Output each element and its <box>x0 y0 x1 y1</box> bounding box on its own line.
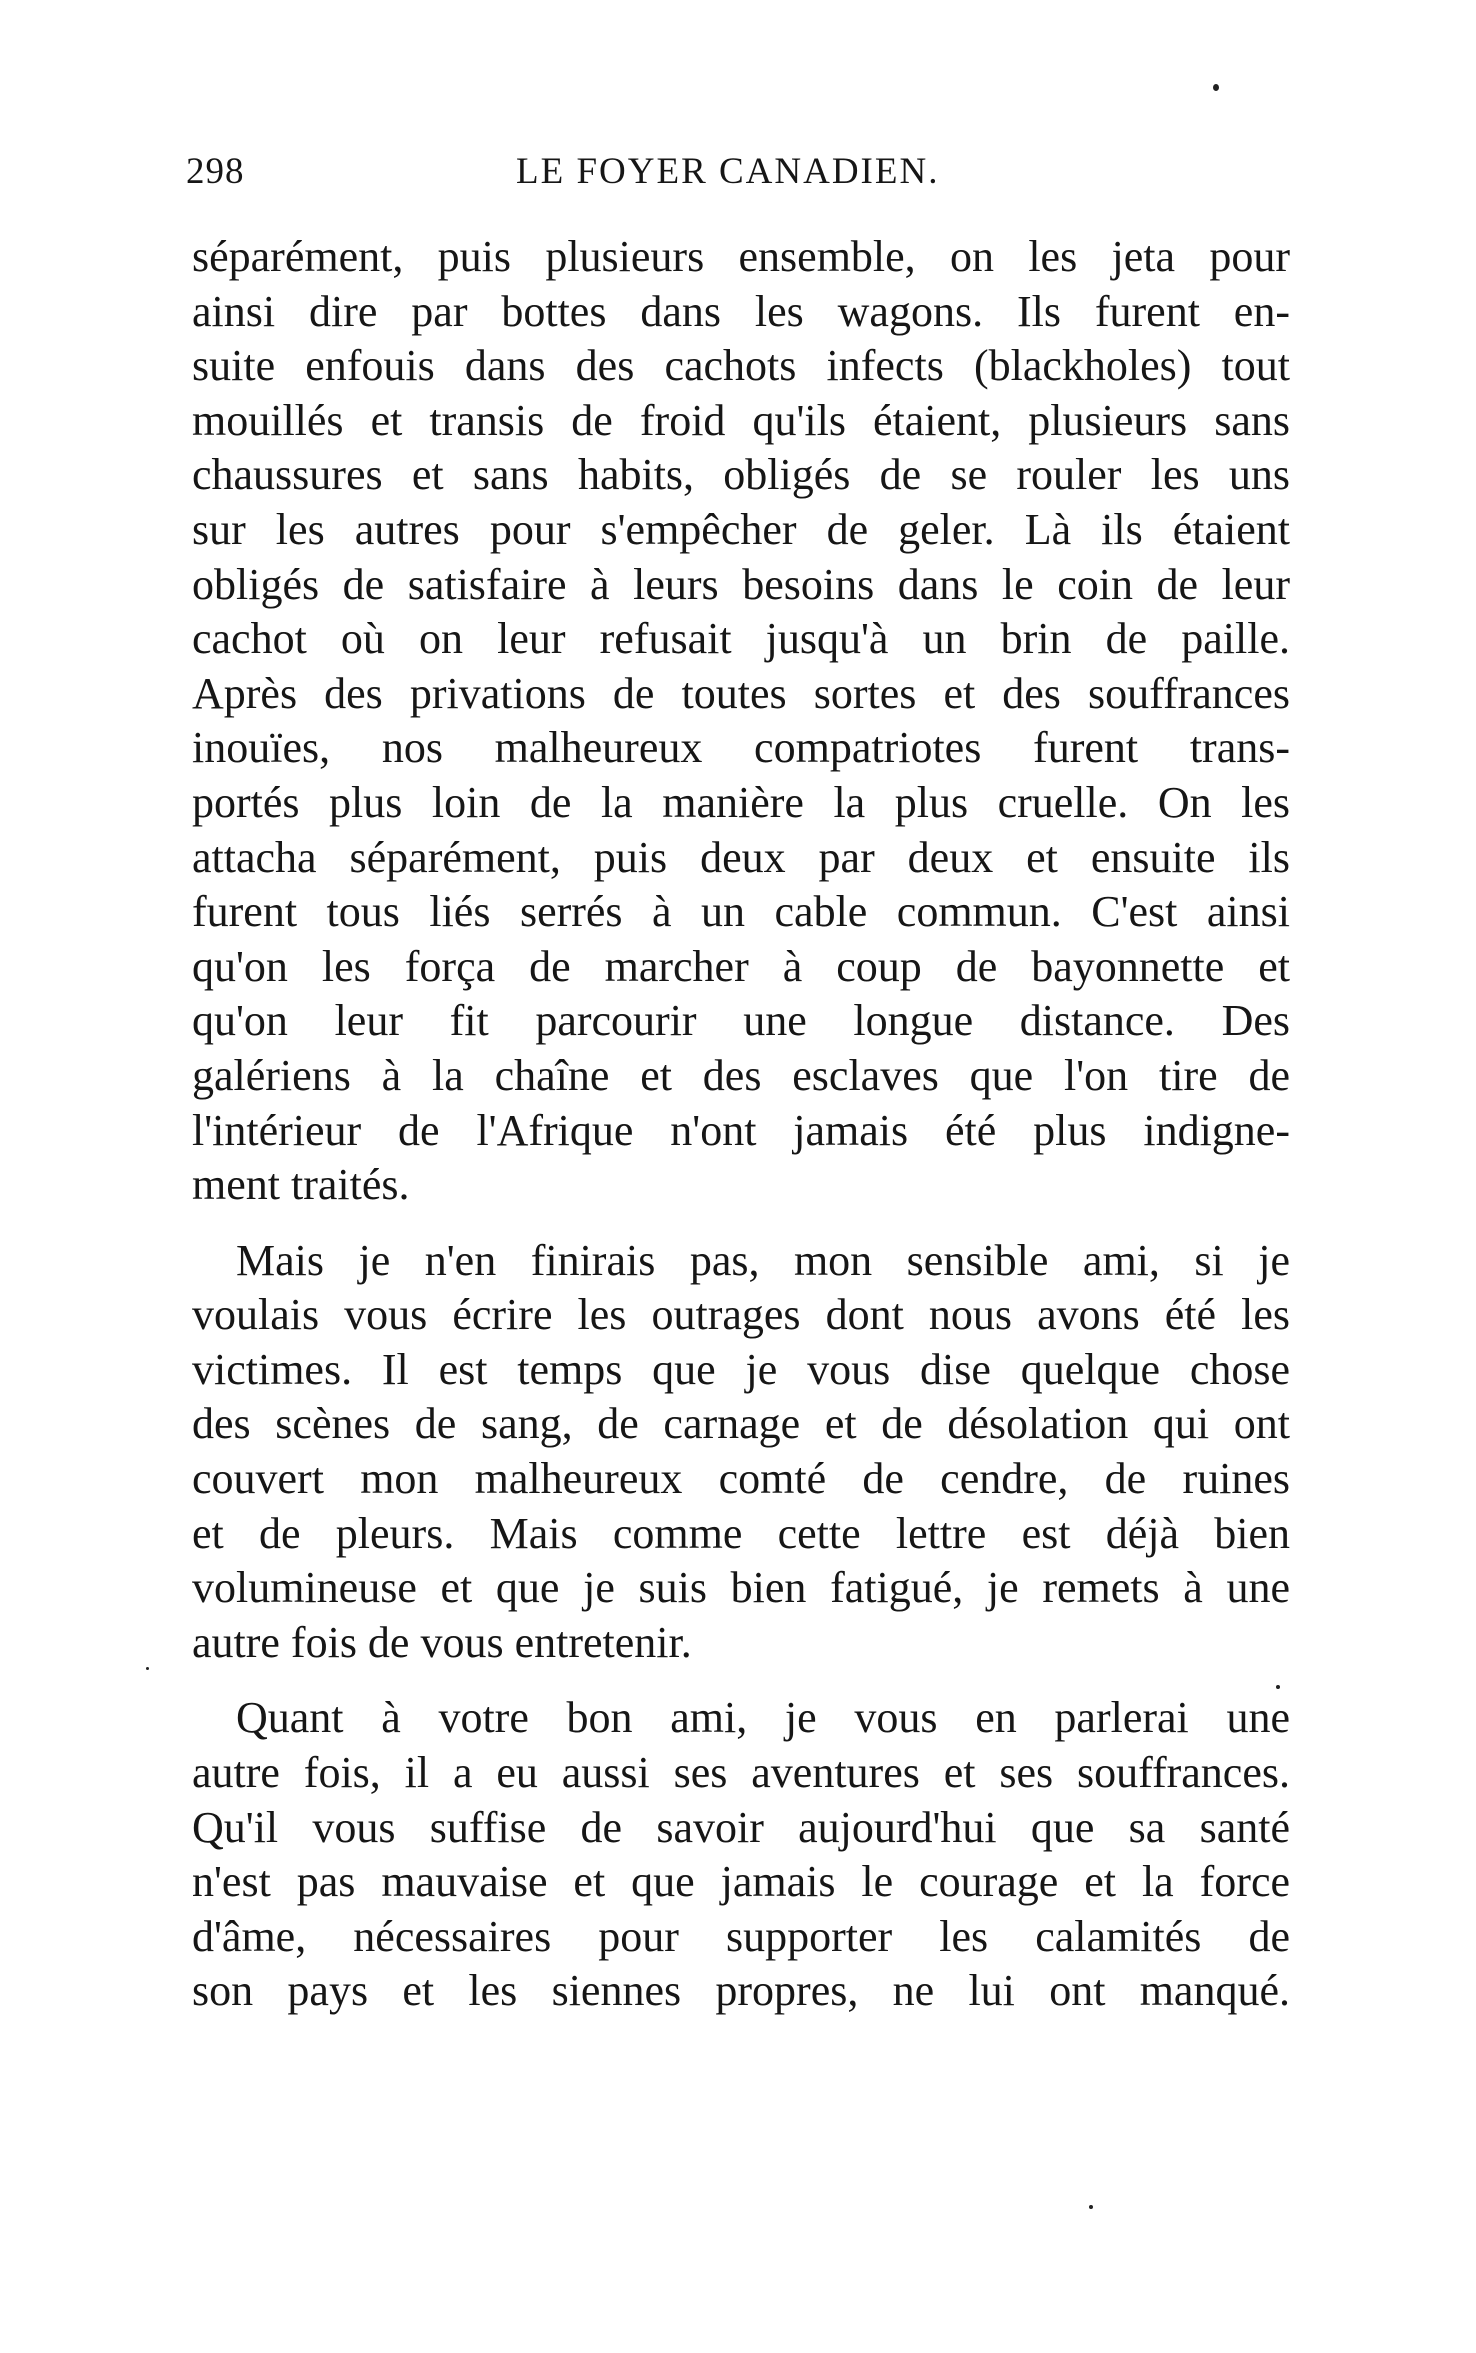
text-line: couvert mon malheureux comté de cendre, de ruines <box>192 1454 1290 1504</box>
text-line: galériens à la chaîne et des esclaves que l'on tire de <box>192 1050 1290 1100</box>
text-line: Qu'il vous suffise de savoir aujourd'hui que sa santé <box>192 1802 1290 1852</box>
text-line: chaussures et sans habits, obligés de se rouler les uns <box>192 450 1290 500</box>
text-line: autre fois de vous entretenir. <box>192 1617 692 1667</box>
text-line: attacha séparément, puis deux par deux et ensuite ils <box>192 832 1290 882</box>
text-line: Mais je n'en finirais pas, mon sensible ami, si je <box>236 1235 1290 1285</box>
text-line: ainsi dire par bottes dans les wagons. Ils furent en- <box>192 286 1290 336</box>
text-line: furent tous liés serrés à un cable commun. C'est ainsi <box>192 887 1290 937</box>
body-text <box>192 230 1290 2019</box>
paragraph-2 <box>192 1234 1290 1671</box>
text-line: et de pleurs. Mais comme cette lettre est déjà bien <box>192 1508 1290 1558</box>
print-speck <box>1089 2205 1093 2209</box>
text-line: ment traités. <box>192 1160 410 1210</box>
text-line: sur les autres pour s'empêcher de geler. Là ils étaient <box>192 504 1290 554</box>
running-title: LE FOYER CANADIEN. <box>516 151 940 192</box>
text-line: Quant à votre bon ami, je vous en parlerai une <box>236 1693 1290 1743</box>
text-line: victimes. Il est temps que je vous dise quelque chose <box>192 1344 1290 1394</box>
text-line: portés plus loin de la manière la plus cruelle. On les <box>192 777 1290 827</box>
paragraph-1 <box>192 230 1290 1213</box>
text-line: mouillés et transis de froid qu'ils étaient, plusieurs sans <box>192 395 1290 445</box>
paragraph-3 <box>192 1691 1290 2019</box>
text-line: n'est pas mauvaise et que jamais le courage et la force <box>192 1857 1290 1907</box>
text-line: volumineuse et que je suis bien fatigué, je remets à une <box>192 1563 1290 1613</box>
text-line: obligés de satisfaire à leurs besoins dans le coin de leur <box>192 559 1290 609</box>
text-line: inouïes, nos malheureux compatriotes furent trans- <box>192 723 1290 773</box>
text-line: des scènes de sang, de carnage et de désolation qui ont <box>192 1399 1290 1449</box>
text-line: voulais vous écrire les outrages dont nous avons été les <box>192 1290 1290 1340</box>
text-line: Après des privations de toutes sortes et des souffrances <box>192 668 1290 718</box>
text-line: son pays et les siennes propres, ne lui ont manqué. <box>192 1966 1290 2016</box>
print-speck <box>146 1667 149 1670</box>
text-line: suite enfouis dans des cachots infects (blackholes) tout <box>192 341 1290 391</box>
text-line: d'âme, nécessaires pour supporter les calamités de <box>192 1911 1290 1961</box>
text-line: qu'on les força de marcher à coup de bayonnette et <box>192 941 1290 991</box>
text-line: autre fois, il a eu aussi ses aventures et ses souffrances. <box>192 1748 1290 1798</box>
page-number: 298 <box>186 151 245 192</box>
text-line: qu'on leur fit parcourir une longue distance. Des <box>192 996 1290 1046</box>
text-line: l'intérieur de l'Afrique n'ont jamais été plus indigne- <box>192 1105 1290 1155</box>
text-line: séparément, puis plusieurs ensemble, on les jeta pour <box>192 232 1290 281</box>
page-header <box>186 150 1290 200</box>
text-line: cachot où on leur refusait jusqu'à un brin de paille. <box>192 614 1290 664</box>
print-speck <box>1213 84 1219 91</box>
